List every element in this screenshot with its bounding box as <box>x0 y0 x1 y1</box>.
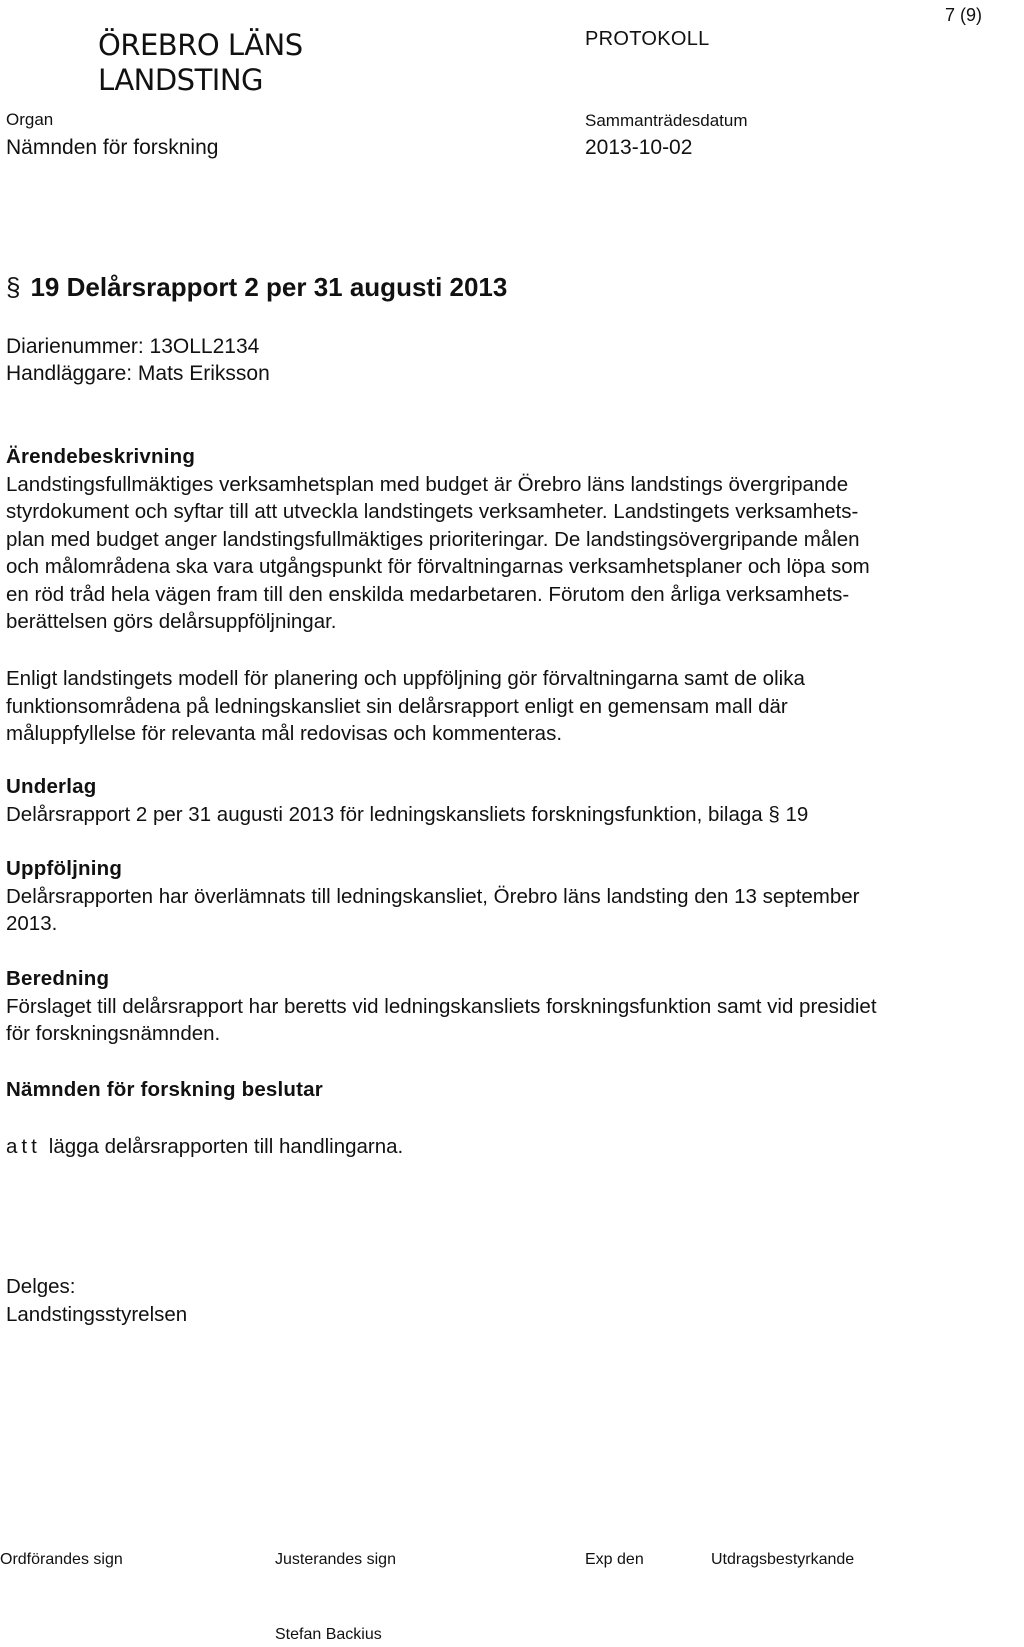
handlaggare: Handläggare: Mats Eriksson <box>6 362 270 385</box>
att-label: att <box>6 1135 41 1158</box>
diarienummer: Diarienummer: 13OLL2134 <box>6 335 260 358</box>
delges-label: Delges: <box>6 1275 76 1298</box>
beslut-section <box>6 1076 1022 1104</box>
underlag-heading: Underlag <box>6 775 97 798</box>
text-line: för forskningsnämnden. <box>6 1022 221 1045</box>
section-title <box>6 272 507 302</box>
decision-text: lägga delårsrapporten till handlingarna. <box>48 1135 404 1158</box>
meeting-date-label: Sammanträdesdatum <box>585 111 748 130</box>
text-line: funktionsområdena på ledningskansliet sin delårsrapport enligt en gemensam mall där <box>6 694 788 718</box>
organization-name-line2: LANDSTING <box>98 63 264 97</box>
arendebeskrivning-paragraph-2 <box>6 665 1022 748</box>
text-line: Förslaget till delårsrapport har beretts vid ledningskansliets forskningsfunktion samt vid presidiet <box>6 994 877 1018</box>
meeting-date: 2013-10-02 <box>585 136 693 159</box>
arendebeskrivning-heading: Ärendebeskrivning <box>6 445 196 468</box>
text-line: styrdokument och syftar till att utveckla landstingets verksamheter. Landstingets verksamhets- <box>6 500 859 523</box>
uppfoljning-section <box>6 855 1022 938</box>
section-title-text: 19 Delårsrapport 2 per 31 augusti 2013 <box>30 272 508 302</box>
underlag-text: Delårsrapport 2 per 31 augusti 2013 för ledningskansliets forskningsfunktion, bilaga § 19 <box>6 802 809 826</box>
beredning-heading: Beredning <box>6 967 110 990</box>
text-line: 2013. <box>6 912 58 935</box>
utdragsbestyrkande-label: Utdragsbestyrkande <box>711 1551 855 1568</box>
organ-label: Organ <box>6 110 54 129</box>
arendebeskrivning-section <box>6 443 1022 636</box>
arendebeskrivning-paragraph-1 <box>6 471 1022 636</box>
beredning-section <box>6 965 1022 1048</box>
ordforandes-sign-label: Ordförandes sign <box>0 1551 123 1568</box>
text-line: Landstingsfullmäktiges verksamhetsplan med budget är Örebro läns landstings övergripande <box>6 472 849 496</box>
text-line: Enligt landstingets modell för planering och uppföljning gör förvaltningarna samt de olika <box>6 667 805 690</box>
justerare-name: Stefan Backius <box>275 1626 382 1643</box>
text-line: en röd tråd hela vägen fram till den enskilda medarbetaren. Förutom den årliga verksamhets- <box>6 582 850 606</box>
page-number: 7 (9) <box>945 5 983 25</box>
document-type: PROTOKOLL <box>585 28 710 50</box>
delges-recipient: Landstingsstyrelsen <box>6 1302 188 1326</box>
beslut-decision <box>6 1133 1022 1161</box>
justerandes-sign-label: Justerandes sign <box>275 1551 396 1568</box>
paragraph-sign: § <box>6 272 21 302</box>
beslut-heading: Nämnden för forskning beslutar <box>6 1078 323 1101</box>
delges-section <box>6 1273 1022 1328</box>
text-line: plan med budget anger landstingsfullmäktiges prioriteringar. De landstingsövergripande målen <box>6 527 860 551</box>
uppfoljning-heading: Uppföljning <box>6 857 123 880</box>
text-line: och målområdena ska vara utgångspunkt för förvaltningarnas verksamhetsplaner och löpa som <box>6 555 870 578</box>
organ-value: Nämnden för forskning <box>6 136 219 159</box>
text-line: berättelsen görs delårsuppföljningar. <box>6 610 337 633</box>
organization-name-line1: ÖREBRO LÄNS <box>98 28 303 62</box>
text-line: måluppfyllelse för relevanta mål redovisas och kommenteras. <box>6 722 563 745</box>
underlag-section <box>6 773 1022 828</box>
text-line: Delårsrapporten har överlämnats till ledningskansliet, Örebro läns landsting den 13 september <box>6 884 860 908</box>
exp-den-label: Exp den <box>585 1551 644 1568</box>
